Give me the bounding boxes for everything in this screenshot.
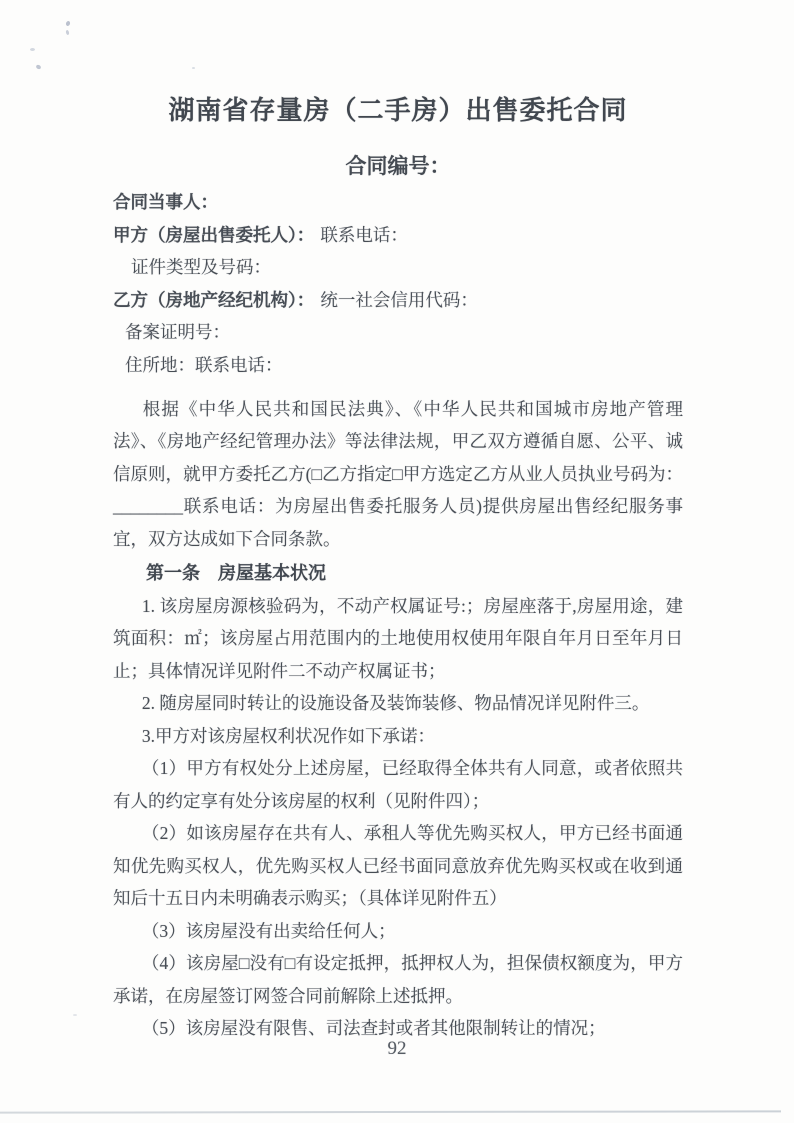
scan-speck <box>65 30 69 36</box>
party-b-record-line: 备案证明号： <box>125 322 230 342</box>
document-body <box>113 0 683 1045</box>
party-b-address-line: 住所地：联系电话： <box>125 354 283 375</box>
party-b-line <box>113 284 683 317</box>
party-a-line <box>113 219 683 252</box>
contract-number-label: 合同编号： <box>345 154 451 178</box>
article1-item-1: 1. 该房屋房源核验码为，不动产权属证号:；房屋座落于,房屋用途，建筑面积：㎡；该房屋占用范围内的土地使用权使用年限自年月日至年月日止；具体情况详见附件二不动产权属证书； <box>113 595 683 681</box>
article1-item-3-sub2: （2）如该房屋存在共有人、承租人等优先购买权人，甲方已经书面通知优先购买权人，优先购买权人已经书面同意放弃优先购买权或在收到通知后十五日内未明确表示购买；（具体详见附件五） <box>113 823 683 909</box>
article1-item-2: 2. 随房屋同时转让的设施设备及装饰装修、物品情况详见附件三。 <box>141 693 650 714</box>
scan-speck <box>73 1014 77 1016</box>
article1-item-3-sub4: （4）该房屋□没有□有设定抵押，抵押权人为，担保债权额度为，甲方承诺，在房屋签订网签合同前解除上述抵押。 <box>113 953 683 1006</box>
article1-item-3-sub5: （5）该房屋没有限售、司法查封或者其他限制转让的情况； <box>141 1018 606 1039</box>
article1-item-3-sub1: （1）甲方有权处分上述房屋，已经取得全体共有人同意，或者依照共有人的约定享有处分该房屋的权利（见附件四）； <box>113 758 683 811</box>
page-number: 92 <box>387 1038 407 1059</box>
page-title: 湖南省存量房（二手房）出售委托合同 <box>168 96 628 125</box>
article1-item-3: 3.甲方对该房屋权利状况作如下承诺： <box>141 725 435 746</box>
party-b-label: 乙方（房地产经纪机构）： <box>113 289 315 310</box>
scan-page-edge <box>0 1110 781 1113</box>
party-a-label: 甲方（房屋出售委托人）： <box>113 224 315 245</box>
scan-speck <box>35 64 41 70</box>
party-a-phone-label: 联系电话： <box>320 224 408 245</box>
scan-speck <box>30 48 35 51</box>
preamble-paragraph: 根据《中华人民共和国民法典》、《中华人民共和国城市房地产管理法》、《房地产经纪管理办法》等法律法规，甲乙双方遵循自愿、公平、诚信原则，就甲方委托乙方(□乙方指定□甲方选定乙方从业人员执业号码为：________联系电话：为房屋出售委托服务人员)提供房屋出售经纪服务事宜，双方达成如下合同条款。 <box>113 399 683 549</box>
party-a-id-line: 证件类型及号码： <box>131 257 271 277</box>
parties-section <box>113 186 683 381</box>
parties-heading: 合同当事人： <box>113 192 218 212</box>
article1-item-3-sub3: （3）该房屋没有出卖给任何人； <box>141 920 396 941</box>
article1-heading: 第一条 房屋基本状况 <box>146 563 326 584</box>
scan-speck <box>65 20 70 26</box>
party-b-credit-code-label: 统一社会信用代码： <box>320 289 478 310</box>
